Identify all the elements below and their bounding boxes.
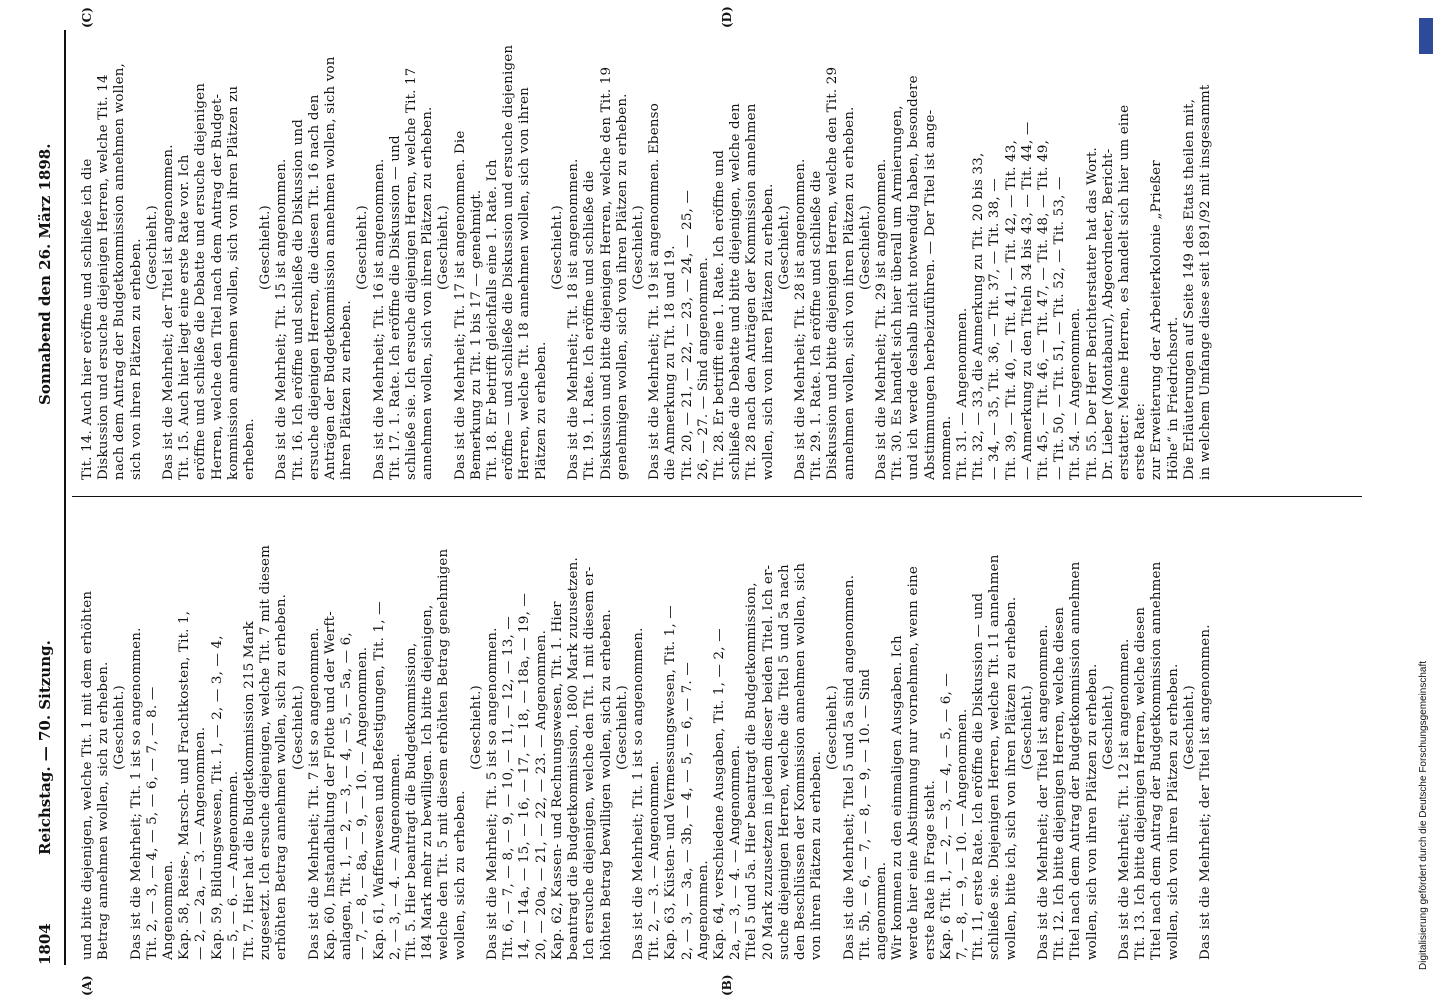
text-line: Tit. 28 nach den Anträgen der Kommission annehmen	[744, 103, 760, 480]
text-line: (Geschieht.)	[436, 205, 452, 290]
text-line: (Geschieht.)	[1100, 685, 1116, 770]
margin-letter-c: (C)	[80, 7, 94, 28]
text-line: 2, — 3, — 4. — Angenommen.	[387, 753, 403, 960]
text-line: und ich werde deshalb nicht notwendig haben, besondere	[906, 75, 922, 480]
text-line: Plätzen zu erheben.	[533, 341, 549, 480]
text-line: höhten Betrag bewilligen wollen, sich zu erheben.	[598, 609, 614, 960]
text-line: (Geschieht.)	[468, 685, 484, 770]
text-line: Tit. 5b, — 6, — 7, — 8, — 9, — 10. — Sind	[857, 668, 873, 960]
text-line: schließe die Debatte und bitte diejenigen, welche den	[728, 103, 744, 480]
text-line: wollen, sich von ihren Plätzen zu erheben.	[1084, 663, 1100, 960]
text-line: Das ist die Mehrheit; der Titel ist angenommen.	[161, 144, 177, 480]
page-title: Reichstag. — 70. Sitzung.	[36, 640, 54, 855]
text-line: Titel nach dem Antrag der Budgetkommission annehmen	[1068, 561, 1084, 960]
text-line: Tit. 13. Ich bitte diejenigen Herren, welche diesen	[1133, 606, 1149, 960]
text-line: annehmen wollen, sich von ihren Plätzen zu erheben.	[420, 106, 436, 480]
margin-letter-b: (B)	[720, 974, 734, 996]
text-line: Das ist die Mehrheit; Tit. 5 ist so angenommen.	[485, 627, 501, 960]
text-line: — Anmerkung zu den Titeln 34 bis 43, — Tit. 44, —	[1019, 121, 1035, 480]
page-header	[30, 30, 62, 965]
text-line: Tit. 6, — 7, — 8, — 9, — 10, — 11, — 12, — 13, —	[501, 616, 517, 960]
text-line: Diskussion und bitte diejenigen Herren, welche den Tit. 19	[598, 66, 614, 480]
text-line: Tit. 7. Hier hat die Budgetkommission 215 Mark	[242, 621, 258, 960]
text-line: Tit. 12. Ich bitte diejenigen Herren, welche diesen	[1052, 606, 1068, 960]
text-line: Kap. 60, Instandhaltung der Flotte und der Werft-	[323, 611, 339, 960]
text-line: erhöhten Betrag annehmen wollen, sich zu erheben.	[274, 593, 290, 960]
text-line: Betrag annehmen wollen, sich zu erheben.	[96, 661, 112, 960]
text-line: (Geschieht.)	[290, 685, 306, 770]
text-line: beantragt die Budgetkommission, 1800 Mark zuzusetzen.	[566, 557, 582, 960]
text-line: Tit. 18. Er betrifft gleichfalls eine 1. Rate. Ich	[485, 159, 501, 480]
text-line: von ihren Plätzen zu erheben.	[809, 750, 825, 960]
text-line: Tit. 30. Es handelt sich hier überall um Armierungen,	[890, 105, 906, 480]
text-line: (Geschieht.)	[355, 205, 371, 290]
text-line: Tit. 32, — 33, die Anmerkung zu Tit. 20 bis 33,	[971, 152, 987, 480]
text-line: schließe sie. Ich ersuche diejenigen Herren, welche Tit. 17	[404, 67, 420, 480]
text-line: annehmen wollen, sich von ihren Plätzen zu erheben.	[841, 106, 857, 480]
text-line: Das ist die Mehrheit; der Titel ist angenommen.	[1035, 624, 1051, 960]
text-line: Höhe“ in Friedrichsort.	[1165, 316, 1181, 480]
page-date: Sonnabend den 26. März 1898.	[36, 143, 54, 405]
text-line: — 34, — 35, Tit. 36, — Tit. 37, — Tit. 38, —	[987, 178, 1003, 480]
text-line: nommen.	[938, 415, 954, 480]
margin-letter-a: (A)	[80, 975, 94, 996]
text-line: — Tit. 50, — Tit. 51, — Tit. 52, — Tit. 53, —	[1052, 176, 1068, 480]
text-line: Das ist die Mehrheit; Tit. 15 ist angenommen.	[274, 158, 290, 480]
text-line: Tit. 2, — 3, — 4, — 5, — 6, — 7, — 8. —	[144, 686, 160, 960]
text-line: Tit. 11, erste Rate. Ich eröffne die Diskussion — und	[971, 592, 987, 960]
margin-letter-d: (D)	[720, 6, 734, 28]
text-line: den Beschlüssen der Kommission annehmen wollen, sich	[792, 562, 808, 960]
left-text-column	[80, 495, 1214, 960]
text-line: Anträgen der Budgetkommission annehmen wollen, sich von	[323, 56, 339, 480]
text-line: ersuche diejenigen Herren, die diesen Tit. 16 nach den	[306, 94, 322, 480]
text-line: 20 Mark zuzusetzen in jedem dieser beiden Titel. Ich er-	[760, 564, 776, 960]
text-line: Angenommen.	[161, 860, 177, 960]
text-line: (Geschieht.)	[614, 685, 630, 770]
dfg-credit-text: Digitalisierung gefördert durch die Deutsche Forschungsgemeinschaft	[1418, 660, 1429, 970]
text-line: Tit. 20, — 21, — 22, — 23, — 24, — 25, —	[679, 189, 695, 480]
text-line: erstatter: Meine Herren, es handelt sich hier um eine	[1117, 104, 1132, 480]
text-line: Das ist die Mehrheit; Tit. 18 ist angenommen.	[566, 158, 582, 480]
text-line: und bitte diejenigen, welche Tit. 1 mit dem erhöhten	[80, 590, 95, 960]
text-line: ihren Plätzen zu erheben.	[339, 300, 355, 480]
text-line: Tit. 15. Auch hier liegt eine erste Rate vor. Ich	[177, 154, 193, 480]
text-line: Wir kommen zu den einmaligen Ausgaben. Ich	[890, 635, 906, 960]
text-line: Tit. 14. Auch hier eröffne und schließe ich die	[80, 158, 95, 480]
text-line: eröffne und schließe die Debatte und ersuche diejenigen	[193, 82, 209, 480]
text-line: Das ist die Mehrheit; Tit. 7 ist so angenommen.	[306, 627, 322, 960]
text-line: (Geschieht.)	[258, 205, 274, 290]
text-line: wollen, sich zu erheben.	[452, 790, 468, 960]
text-line: Das ist die Mehrheit; Titel 5 und 5a sind angenommen.	[841, 574, 857, 960]
text-line: 26, — 27. — Sind angenommen.	[695, 257, 711, 480]
text-line: Tit. 16. Ich eröffne und schließe die Diskussion und	[290, 119, 306, 480]
text-line: Das ist die Mehrheit; Tit. 17 ist angenommen. Die	[452, 130, 468, 480]
text-line: (Geschieht.)	[776, 205, 792, 290]
text-line: (Geschieht.)	[825, 685, 841, 770]
text-line: Diskussion und ersuche diejenigen Herren, welche Tit. 14	[96, 74, 112, 480]
text-line: Kap. 62, Kassen- und Rechnungswesen, Tit. 1. Hier	[549, 601, 565, 960]
text-line: (Geschieht.)	[1181, 685, 1197, 770]
text-line: Das ist die Mehrheit; Tit. 19 ist angenommen. Ebenso	[647, 103, 663, 480]
text-line: Die Erläuterungen auf Seite 149 des Etats theilen mit,	[1181, 98, 1197, 480]
text-line: eröffne — und schließe die Diskussion und ersuche diejenigen	[501, 44, 517, 480]
text-line: Tit. 54. — Angenommen.	[1068, 307, 1084, 480]
text-line: Titel 5 und 5a. Hier beantragt die Budgetkommission,	[744, 582, 760, 960]
text-line: 20, — 20a, — 21, — 22, — 23. — Angenommen.	[533, 629, 549, 960]
text-line: Titel nach dem Antrag der Budgetkommission annehmen	[1149, 561, 1165, 960]
text-line: welche den Tit. 5 mit diesem erhöhten Betrag genehmigen	[436, 548, 452, 960]
text-line: Dr. Lieber (Montabaur), Abgeordneter, Bericht-	[1100, 148, 1116, 480]
text-line: Kap. 6 Tit. 1, — 2, — 3, — 4, — 5, — 6, —	[938, 673, 954, 960]
text-line: Tit. 31. — Angenommen.	[954, 307, 970, 480]
dfg-logo: DFG	[1419, 18, 1433, 54]
text-line: wollen, bitte ich, sich von ihren Plätzen zu erheben.	[1003, 596, 1019, 960]
text-line: — 7, — 8, — 8a, — 9, — 10. — Angenommen.	[355, 646, 371, 960]
text-line: Ich ersuche diejenigen, welche den Tit. 1 mit diesem er-	[582, 566, 598, 960]
text-line: (Geschieht.)	[857, 205, 873, 290]
text-line: angenommen.	[873, 861, 889, 960]
text-line: — 5, — 6. — Angenommen.	[225, 770, 241, 960]
text-line: Das ist die Mehrheit; Tit. 1 ist so angenommen.	[630, 627, 646, 960]
text-line: werde hier eine Abstimmung nur vornehmen, wenn eine	[906, 565, 922, 960]
text-line: genehmigen wollen, sich von ihren Plätzen zu erheben.	[614, 93, 630, 480]
text-line: 14, — 14a, — 15, — 16, — 17, — 18, — 18a, — 19, —	[517, 592, 533, 960]
text-line: Das ist die Mehrheit; Tit. 16 ist angenommen.	[371, 158, 387, 480]
text-line: in welchem Umfange diese seit 1891/92 mit insgesammt	[1198, 84, 1214, 480]
text-line: schließe sie. Diejenigen Herren, welche Tit. 11 annehmen	[987, 554, 1003, 960]
text-line: Das ist die Mehrheit; Tit. 1 ist so angenommen.	[128, 627, 144, 960]
text-line: Tit. 55. Der Herr Berichterstatter hat das Wort.	[1084, 147, 1100, 480]
text-line: wollen, sich von ihren Plätzen zu erheben.	[1165, 663, 1181, 960]
text-line: sich von ihren Plätzen zu erheben.	[128, 238, 144, 480]
text-line: 2, — 3, — 3a, — 3b, — 4, — 5, — 6, — 7. —	[679, 662, 695, 960]
text-line: erheben.	[242, 418, 258, 480]
text-line: erste Rate in Frage steht.	[922, 780, 938, 960]
page-number: 1804	[36, 923, 54, 965]
right-text-column	[80, 15, 1214, 480]
text-line: (Geschieht.)	[630, 205, 646, 290]
text-line: Tit. 5. Hier beantragt die Budgetkommission,	[404, 642, 420, 960]
text-line: Diskussion und bitte diejenigen Herren, welche den Tit. 29	[825, 66, 841, 480]
text-line: Kap. 58, Reise-, Marsch- und Frachtkosten, Tit. 1,	[177, 610, 193, 960]
text-line: Angenommen.	[695, 860, 711, 960]
text-line: Tit. 39, — Tit. 40, — Tit. 41, — Tit. 42, — Tit. 43,	[1003, 139, 1019, 480]
text-line: kommission annehmen wollen, sich von ihren Plätzen zu	[225, 85, 241, 480]
text-line: Das ist die Mehrheit; Tit. 28 ist angenommen.	[792, 158, 808, 480]
text-line: Tit. 29. 1. Rate. Ich eröffne und schließe die	[809, 170, 825, 480]
text-line: Das ist die Mehrheit; der Titel ist angenommen.	[1198, 624, 1214, 960]
text-line: (Geschieht.)	[1019, 685, 1035, 770]
text-line: Tit. 28. Er betrifft eine 1. Rate. Ich eröffne und	[711, 149, 727, 480]
text-line: Tit. 45, — Tit. 46, — Tit. 47, — Tit. 48, — Tit. 49,	[1035, 139, 1051, 480]
text-line: — 2, — 2a, — 3. — Angenommen.	[193, 726, 209, 960]
text-line: erste Rate:	[1133, 402, 1149, 480]
text-line: (Geschieht.)	[144, 205, 160, 290]
text-line: Kap. 59, Bildungswesen, Tit. 1, — 2, — 3, — 4,	[209, 635, 225, 960]
text-line: Tit. 17. 1. Rate. Ich eröffne die Diskussion — und	[387, 135, 403, 480]
header-rule	[64, 30, 66, 965]
text-line: Kap. 63, Küsten- und Vermessungswesen, Tit. 1, —	[663, 605, 679, 960]
text-line: wollen, sich von ihren Plätzen zu erheben.	[760, 183, 776, 480]
text-line: nach dem Antrag der Budgetkommission annehmen wollen,	[112, 63, 128, 480]
text-line: zugesetzt. Ich ersuche diejenigen, welche Tit. 7 mit diesem	[258, 544, 274, 960]
text-line: die Anmerkung zu Tit. 18 und 19.	[663, 245, 679, 480]
text-line: Bemerkung zu Tit. 1 bis 17 — genehmigt.	[468, 189, 484, 480]
text-line: Abstimmungen herbeizuführen. — Der Titel ist ange-	[922, 109, 938, 480]
text-line: (Geschieht.)	[112, 685, 128, 770]
text-line: Kap. 64, verschiedene Ausgaben, Tit. 1, — 2, —	[711, 628, 727, 960]
text-line: zur Erweiterung der Arbeiterkolonie „Prießer	[1149, 160, 1165, 480]
text-line: Kap. 61, Waffenwesen und Befestigungen, Tit. 1, —	[371, 601, 387, 960]
text-line: Herren, welche Tit. 18 annehmen wollen, sich von ihren	[517, 87, 533, 480]
digitization-sidebar	[1411, 10, 1434, 990]
text-line: 2a, — 3, — 4. — Angenommen.	[728, 744, 744, 960]
text-line: Herren, welche den Titel nach dem Antrag der Budget-	[209, 93, 225, 480]
text-line: Das ist die Mehrheit; Tit. 29 ist angenommen.	[873, 158, 889, 480]
text-line: (Geschieht.)	[549, 205, 565, 290]
text-line: 184 Mark mehr zu bewilligen. Ich bitte diejenigen,	[420, 604, 436, 960]
text-line: 7, — 8, — 9, — 10. — Angenommen.	[954, 708, 970, 960]
text-line: anlagen, Tit. 1, — 2, — 3, — 4, — 5, — 5a, — 6,	[339, 632, 355, 960]
text-line: Tit. 2, — 3. — Angenommen.	[647, 760, 663, 960]
text-line: suche diejenigen Herren, welche die Titel 5 und 5a nach	[776, 564, 792, 960]
text-line: Tit. 19. 1. Rate. Ich eröffne und schließe die	[582, 170, 598, 480]
text-line: Das ist die Mehrheit; Tit. 12 ist angenommen.	[1117, 638, 1132, 960]
